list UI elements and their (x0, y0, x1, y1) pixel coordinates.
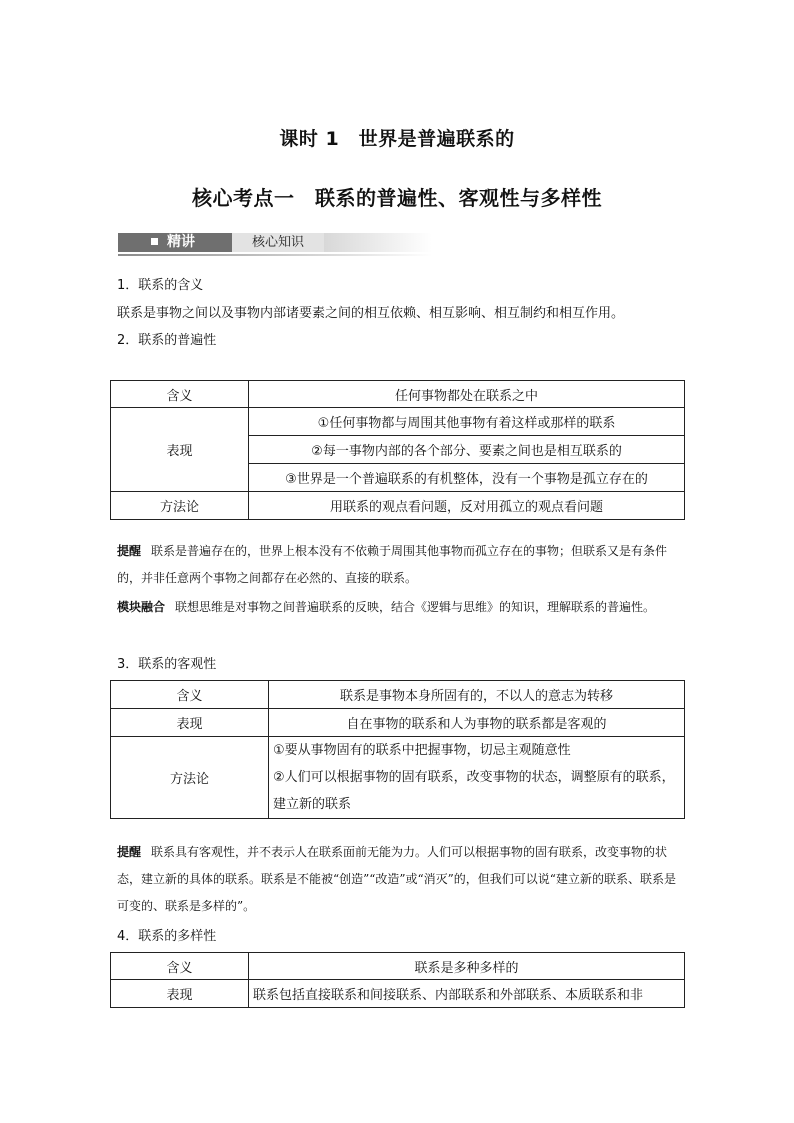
meaning-text: 联系是事物之间以及事物内部诸要素之间的相互依赖、相互影响、相互制约和相互作用。 (117, 306, 625, 321)
merge-text: 联想思维是对事物之间普遍联系的反映，结合《逻辑与思维》的知识，理解联系的普遍性。 (175, 600, 656, 614)
tip-label: 提醒 (117, 845, 142, 859)
row-value: 联系是事物本身所固有的，不以人的意志为转移 (269, 681, 685, 709)
row-value: 任何事物都处在联系之中 (249, 381, 685, 408)
row-value: 联系是多种多样的 (249, 953, 685, 980)
row-value: 用联系的观点看问题，反对用孤立的观点看问题 (249, 492, 685, 520)
heading-diversity: 4．联系的多样性 (117, 929, 217, 944)
banner-subtag: 核心知识 (232, 233, 324, 252)
row-value: 自在事物的联系和人为事物的联系都是客观的 (269, 709, 685, 737)
row-value: 联系包括直接联系和间接联系、内部联系和外部联系、本质联系和非 (249, 980, 685, 1008)
row-label: 表现 (111, 408, 249, 492)
row-label: 含义 (111, 381, 249, 408)
section-banner (118, 233, 432, 257)
tip-universality (117, 538, 677, 592)
tip-label: 提醒 (117, 544, 142, 558)
row-label: 表现 (111, 709, 269, 737)
tip-text: 联系是普遍存在的，世界上根本没有不依赖于周围其他事物而孤立存在的事物；但联系又是有条件的，并非任意两个事物之间都存在必然的、直接的联系。 (117, 544, 668, 585)
diversity-table (110, 952, 685, 1008)
row-value: ③世界是一个普遍联系的有机整体，没有一个事物是孤立存在的 (249, 464, 685, 492)
banner-fade (324, 233, 432, 252)
table-row (111, 408, 685, 436)
row-value: ①任何事物都与周围其他事物有着这样或那样的联系 (249, 408, 685, 436)
row-label: 方法论 (111, 492, 249, 520)
module-merge-note (117, 594, 677, 621)
row-value (269, 737, 685, 819)
row-label: 含义 (111, 681, 269, 709)
universality-table (110, 380, 685, 520)
row-label: 表现 (111, 980, 249, 1008)
merge-label: 模块融合 (117, 600, 166, 614)
heading-universality: 2．联系的普遍性 (117, 333, 217, 348)
table-row (111, 980, 685, 1008)
heading-objectivity: 3．联系的客观性 (117, 657, 217, 672)
banner-tag-label: 精讲 (167, 234, 195, 250)
tip-text: 联系具有客观性，并不表示人在联系面前无能为力。人们可以根据事物的固有联系，改变事物的状态，建立新的具体的联系。联系是不能被“创造”“改造”或“消灭”的，但我们可以说“建立新的联系、联系是可变的、联系是多样的”。 (117, 845, 676, 913)
banner-tag (118, 233, 232, 252)
table-row (111, 381, 685, 408)
table-row (111, 709, 685, 737)
section-title: 核心考点一 联系的普遍性、客观性与多样性 (192, 186, 602, 210)
lesson-title: 课时 1 世界是普遍联系的 (279, 128, 515, 150)
method-item: ①要从事物固有的联系中把握事物，切忌主观随意性 (273, 743, 571, 758)
row-value: ②每一事物内部的各个部分、要素之间也是相互联系的 (249, 436, 685, 464)
heading-meaning: 1．联系的含义 (117, 278, 204, 293)
objectivity-table (110, 680, 685, 819)
row-label: 方法论 (111, 737, 269, 819)
method-item: ②人们可以根据事物的固有联系，改变事物的状态，调整原有的联系，建立新的联系 (273, 770, 675, 812)
row-label: 含义 (111, 953, 249, 980)
tip-objectivity (117, 839, 677, 920)
banner-rule (118, 254, 432, 256)
table-row (111, 737, 685, 819)
table-row (111, 681, 685, 709)
table-row (111, 492, 685, 520)
table-row (111, 953, 685, 980)
square-bullet-icon (151, 238, 158, 245)
